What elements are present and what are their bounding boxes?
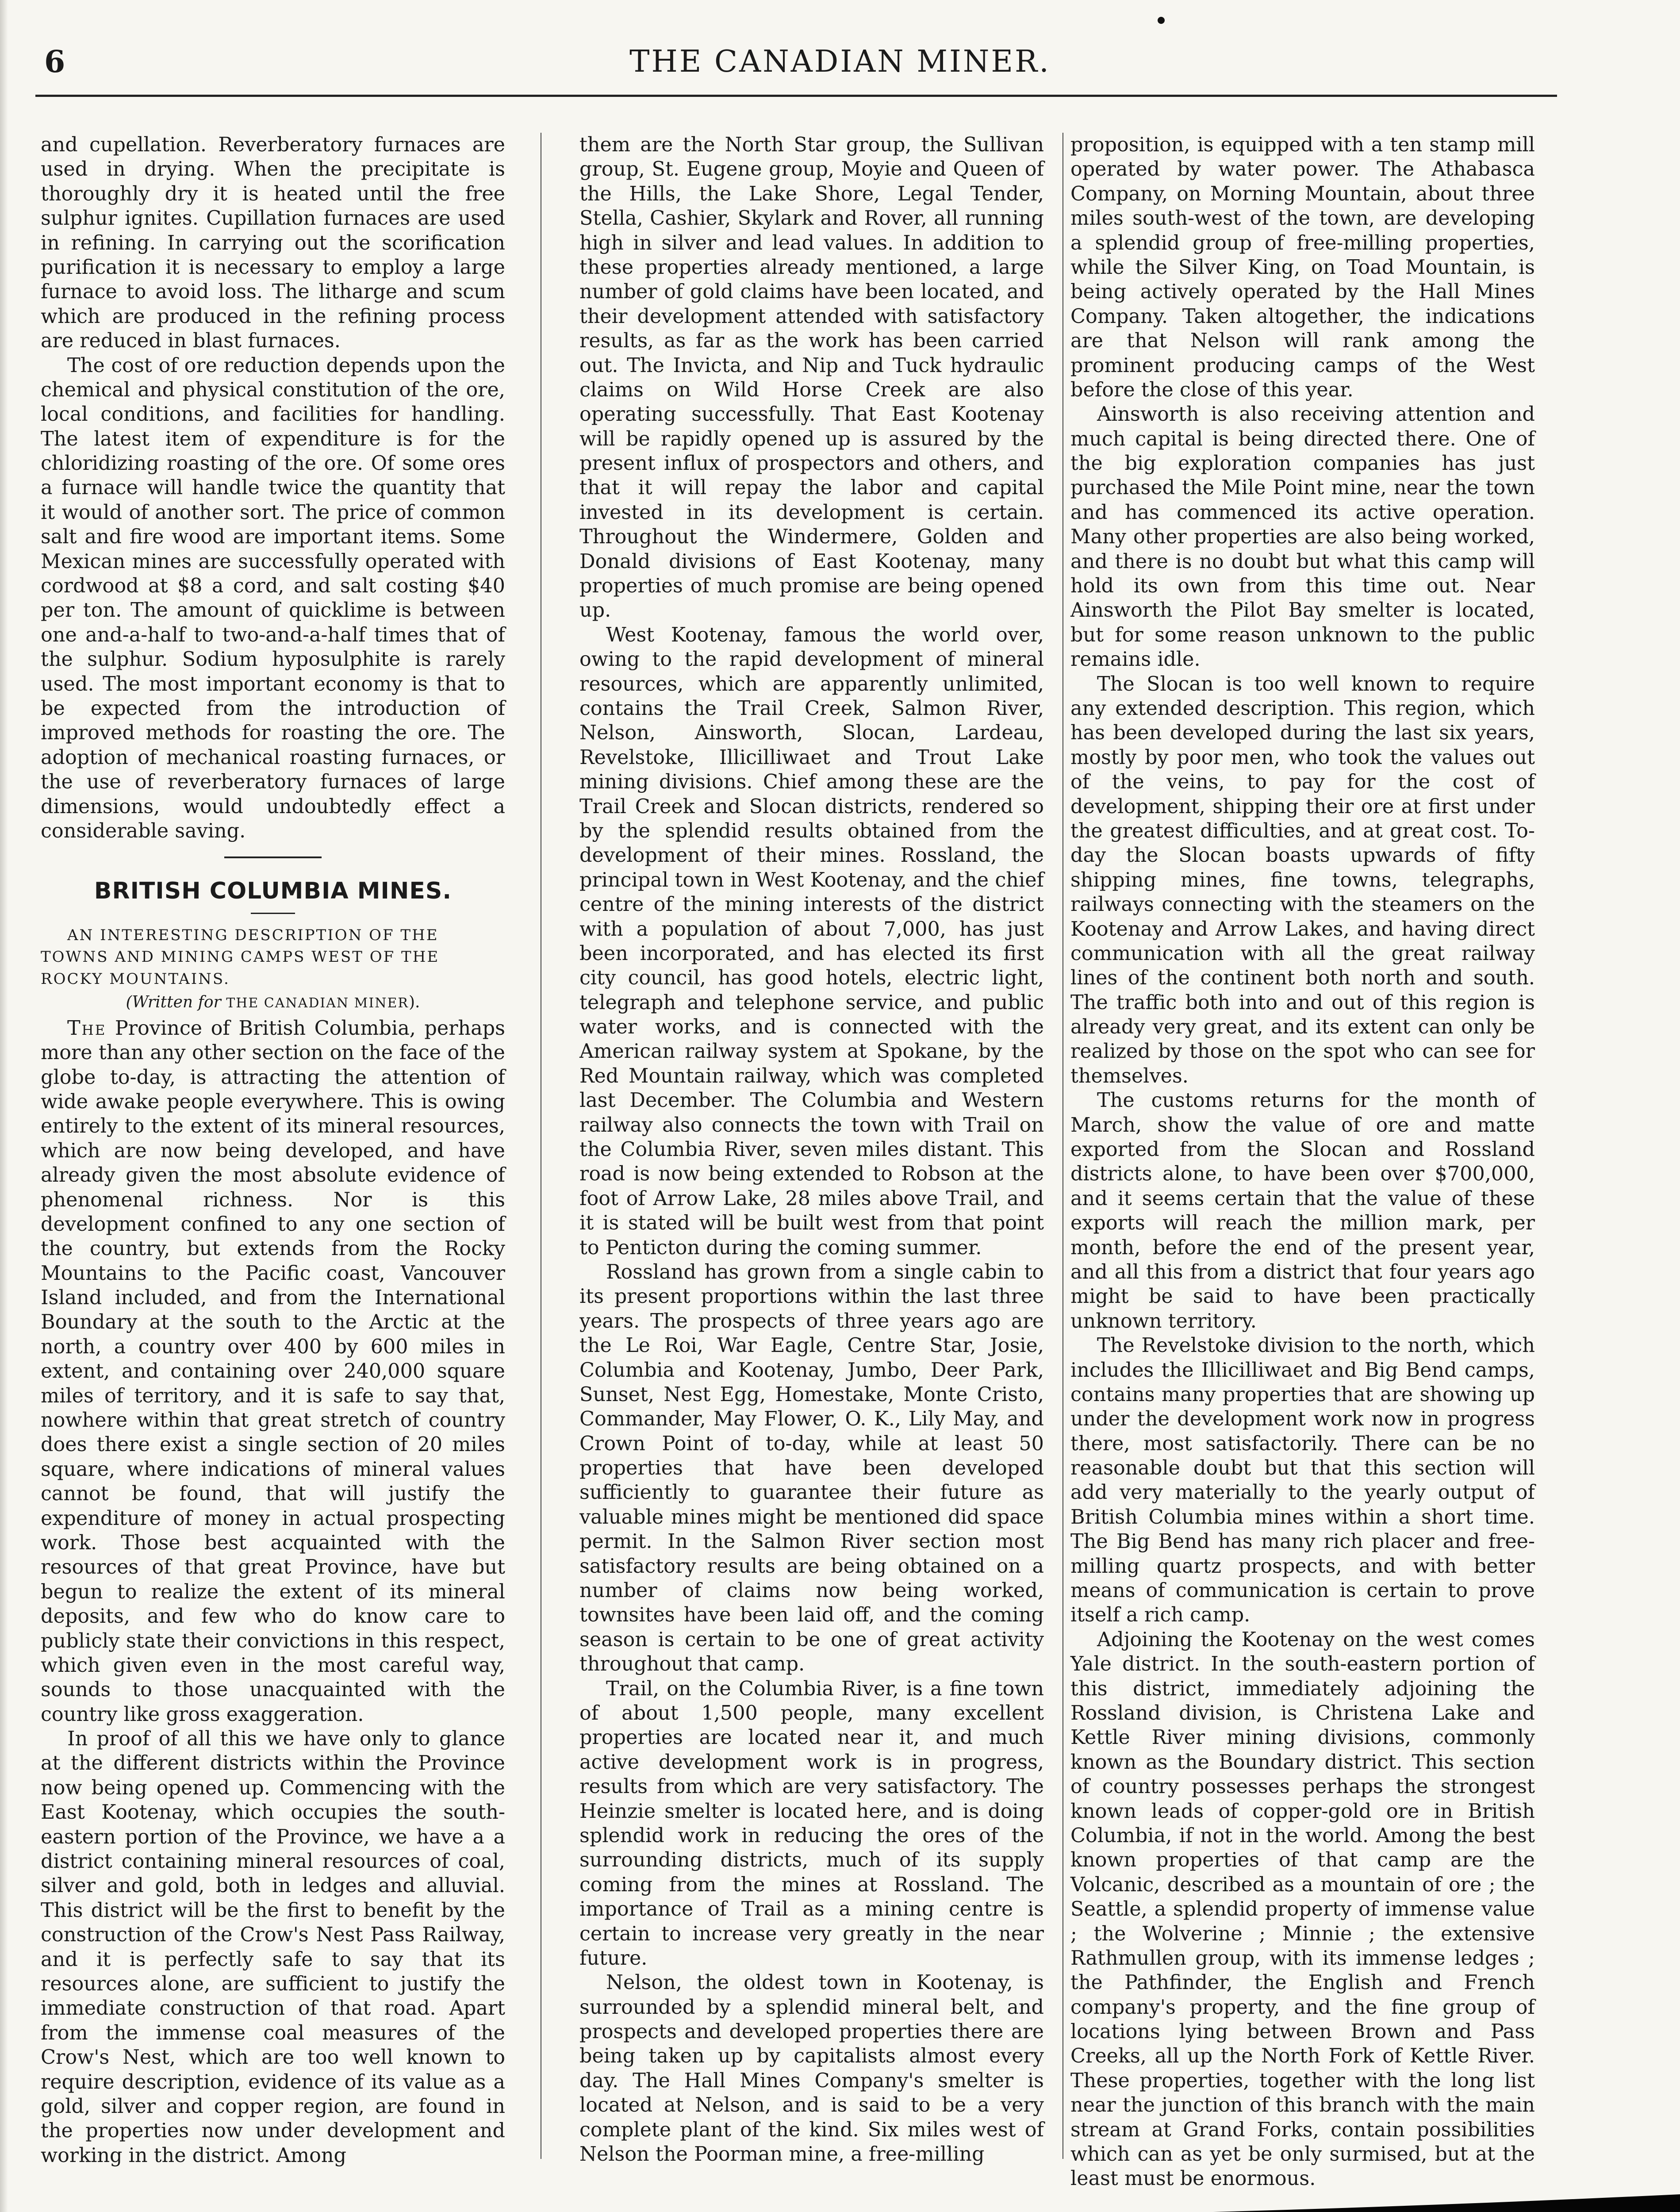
column-2 <box>579 133 1044 2166</box>
column-divider <box>1062 133 1063 2159</box>
section-rule <box>224 856 322 858</box>
ink-dot <box>1158 17 1165 24</box>
paragraph: The Revelstoke division to the north, which includes the Illicilliwaet and Big Bend camps, contains many properties that are showing up under the development work now in progress there, most satisfactorily. There can be no reasonable doubt but that this section will add very materially to the yearly output of British Columbia mines within a short time. The Big Bend has many rich placer and free-milling quartz prospects, and with better means of communication is certain to prove itself a rich camp. <box>1070 1334 1535 1627</box>
paragraph: Rossland has grown from a single cabin to its present proportions within the last three years. The prospects of three years ago are the Le Roi, War Eagle, Centre Star, Josie, Columbia and Kootenay, Jumbo, Deer Park, Sunset, Nest Egg, Homestake, Monte Cristo, Commander, May Flower, O. K., Lily May, and Crown Point of to-day, while at least 50 properties that have been developed sufficiently to guarantee their future as valuable mines might be mentioned did space permit. In the Salmon River section most satisfactory results are being obtained on a number of claims now being worked, townsites have been laid off, and the coming season is certain to be one of great activity throughout that camp. <box>579 1260 1044 1676</box>
lead-word: The <box>67 1017 107 1040</box>
lead-text: Province of British Columbia, perhaps more than any other section on the face of the globe to-day, is attracting the attention of wide awake people everywhere. This is owing entirely to the extent of its mineral resources, which are now being developed, and have already given the most absolute evidence of phenomenal richness. Nor is this development confined to any one section of the country, but extends from the Rocky Mountains to the Pacific coast, Vancouver Island included, and from the International Boundary at the south to the Arctic at the north, a country over 400 by 600 miles in extent, and containing over 240,000 square miles of territory, and it is safe to say that, nowhere within that great stretch of country does there exist a single section of 20 miles square, where indications of mineral values cannot be found, that will justify the expenditure of money in actual prospecting work. Those best acquainted with the resources of that great Province, have but begun to realize the extent of its mineral deposits, and few who do know care to publicly state their convictions in this respect, which given even in the most careful way, sounds to those unacquainted with the country like gross exaggeration. <box>41 1017 505 1726</box>
paragraph: proposition, is equipped with a ten stamp mill operated by water power. The Athabasca Company, on Morning Mountain, about three miles south-west of the town, are developing a splendid group of free-milling properties, while the Silver King, on Toad Mountain, is being actively operated by the Hall Mines Company. Taken altogether, the indications are that Nelson will rank among the prominent producing camps of the West before the close of this year. <box>1070 134 1535 401</box>
lead-paragraph <box>41 1016 505 1727</box>
paragraph: West Kootenay, famous the world over, owing to the rapid development of mineral resources, which are apparently unlimited, contains the Trail Creek, Salmon River, Nelson, Ainsworth, Slocan, Lardeau, Revelstoke, Illicilliwaet and Trout Lake mining divisions. Chief among these are the Trail Creek and Slocan districts, rendered so by the splendid results obtained from the development of their mines. Rossland, the principal town in West Kootenay, and the chief centre of the mining interests of the district with a population of about 7,000, has just been incorporated, and has elected its first city council, has good hotels, electric light, telegraph and telephone service, and public water works, and is connected with the American railway system at Spokane, by the Red Mountain railway, which was completed last December. The Columbia and Western railway also connects the town with Trail on the Columbia River, seven miles distant. This road is now being extended to Robson at the foot of Arrow Lake, 28 miles above Trail, and it is stated will be built west from that point to Penticton during the coming summer. <box>579 623 1044 1259</box>
paragraph: them are the North Star group, the Sullivan group, St. Eugene group, Moyie and Queen of the Hills, the Lake Shore, Legal Tender, Stella, Cashier, Skylark and Rover, all running high in silver and lead values. In addition to these properties already mentioned, a large number of gold claims have been located, and their development attended with satisfactory results, as far as the work has been carried out. The Invicta, and Nip and Tuck hydraulic claims on Wild Horse Creek are also operating successfully. That East Kootenay will be rapidly opened up is assured by the present influx of prospectors and others, and that it will repay the labor and capital invested in its development is certain. Throughout the Windermere, Golden and Donald divisions of East Kootenay, many properties of much promise are being opened up. <box>579 134 1044 622</box>
paragraph: Adjoining the Kootenay on the west comes Yale district. In the south-eastern portion of this district, immediately adjoining the Rossland division, is Christena Lake and Kettle River mining divisions, commonly known as the Boundary district. This section of country possesses perhaps the strongest known leads of copper-gold ore in British Columbia, if not in the world. Among the best known properties of that camp are the Volcanic, described as a mountain of ore ; the Seattle, a splendid property of immense value ; the Wolverine ; Minnie ; the extensive Rathmullen group, with its immense ledges ; the Pathfinder, the English and French company's property, and the fine group of locations lying between Brown and Pass Creeks, all up the North Fork of Kettle River. These properties, together with the long list near the junction of this branch with the main stream at Grand Forks, contain possibilities which can as yet be only surmised, but at the least must be enormous. <box>1070 1628 1535 2190</box>
paragraph: Trail, on the Columbia River, is a fine town of about 1,500 people, many excellent properties are located near it, and much active development work is in progress, results from which are very satisfactory. The Heinzie smelter is located here, and is doing splendid work in reducing the ores of the surrounding districts, much of its supply coming from the mines at Rossland. The importance of Trail as a mining centre is certain to increase very greatly in the near future. <box>579 1677 1044 1970</box>
byline <box>41 993 505 1013</box>
column-1 <box>41 133 505 2167</box>
paragraph: Nelson, the oldest town in Kootenay, is surrounded by a splendid mineral belt, and prospects and developed properties there are being taken up by capitalists almost every day. The Hall Mines Company's smelter is located at Nelson, and is said to be a very complete plant of the kind. Six miles west of Nelson the Poorman mine, a free-milling <box>579 1971 1044 2166</box>
article-title: BRITISH COLUMBIA MINES. <box>94 878 452 905</box>
header-rule <box>35 95 1557 97</box>
paragraph: The cost of ore reduction depends upon the chemical and physical constitution of the ore, local conditions, and facilities for handling. The latest item of expenditure is for the chloridizing roasting of the ore. Of some ores a furnace will handle twice the quantity that it would of another sort. The price of common salt and fire wood are important items. Some Mexican mines are successfully operated with cordwood at $8 a cord, and salt costing $40 per ton. The amount of quicklime is between one and-a-half to two-and-a-half times that of the sulphur. Sodium hyposulphite is rarely used. The most important economy is that to be expected from the introduction of improved methods for roasting the ore. The adoption of mechanical roasting furnaces, or the use of reverberatory furnaces of large dimensions, would undoubtedly effect a considerable saving. <box>41 354 505 842</box>
page-number: 6 <box>44 44 65 80</box>
paragraph: The Slocan is too well known to require any extended description. This region, which has been developed during the last six years, mostly by poor men, who took the values out of the veins, to pay for the cost of development, shipping their ore at first under the greatest difficulties, and at great cost. To-day the Slocan boasts upwards of fifty shipping mines, fine towns, telegraphs, railways connecting with the steamers on the Kootenay and Arrow Lakes, and having direct communication with all the great railway lines of the continent both north and south. The traffic both into and out of this region is already very great, and its extent can only be realized by those on the spot who can see for themselves. <box>1070 672 1535 1087</box>
paragraph: Ainsworth is also receiving attention and much capital is being directed there. One of the big exploration companies has just purchased the Mile Point mine, near the town and has commenced its active operation. Many other properties are also being worked, and there is no doubt but what this camp will hold its own from this time out. Near Ainsworth the Pilot Bay smelter is located, but for some reason unknown to the public remains idle. <box>1070 403 1535 671</box>
paragraph: The customs returns for the month of March, show the value of ore and matte exported from the Slocan and Rossland districts alone, to have been over $700,000, and it seems certain that the value of these exports will reach the million mark, per month, before the end of the present year, and all this from a district that four years ago might be said to have been practically unknown territory. <box>1070 1089 1535 1333</box>
paragraph: and cupellation. Reverberatory furnaces are used in drying. When the precipitate is thoroughly dry it is heated until the free sulphur ignites. Cupillation furnaces are used in refining. In carrying out the scorification purification it is necessary to employ a large furnace to avoid loss. The litharge and scum which are produced in the refining process are reduced in blast furnaces. <box>41 134 505 353</box>
byline-suffix: ). <box>409 993 420 1011</box>
title-rule <box>251 913 295 914</box>
running-title: THE CANADIAN MINER. <box>629 44 1051 79</box>
byline-prefix: (Written for <box>126 993 221 1011</box>
article-subtitle: AN INTERESTING DESCRIPTION OF THE TOWNS AND MINING CAMPS WEST OF THE ROCKY MOUNTAINS. <box>41 926 440 988</box>
column-3 <box>1070 133 1535 2190</box>
page-curl-shadow <box>0 2168 1680 2212</box>
byline-source: THE CANADIAN MINER <box>226 995 409 1011</box>
page-edge <box>0 0 8 2212</box>
paragraph: In proof of all this we have only to glance at the different districts within the Province now being opened up. Commencing with the East Kootenay, which occupies the south-eastern portion of the Province, we have a a district containing mineral resources of coal, silver and gold, both in ledges and alluvial. This district will be the first to benefit by the construction of the Crow's Nest Pass Railway, and it is perfectly safe to say that its resources alone, are sufficient to justify the immediate construction of that road. Apart from the immense coal measures of the Crow's Nest, which are too well known to require description, evidence of its value as a gold, silver and copper region, are found in the properties now under development and working in the district. Among <box>41 1728 505 2167</box>
